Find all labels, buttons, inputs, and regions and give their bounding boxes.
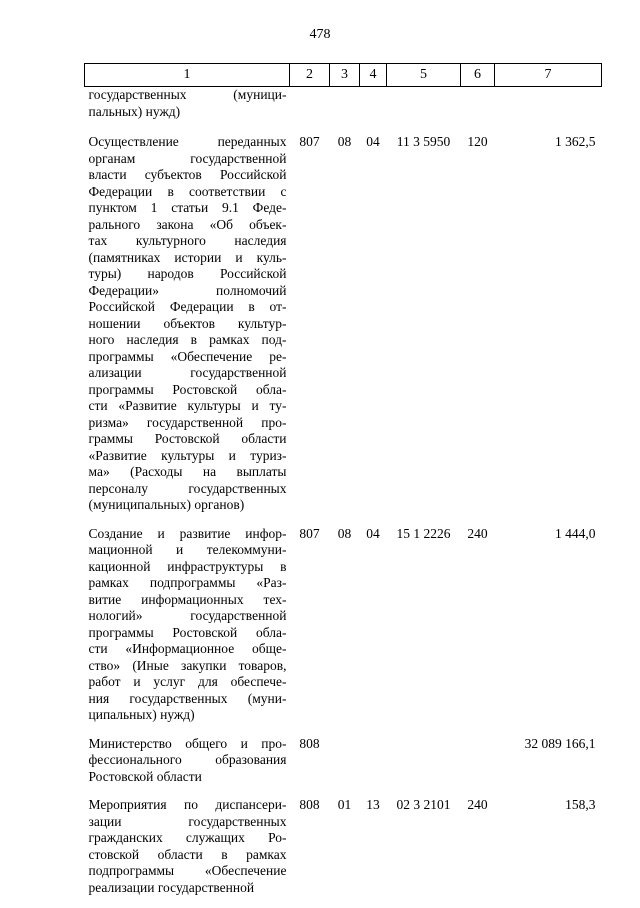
row-name-line: гражданских служащих Ро- bbox=[89, 830, 287, 847]
cell-pr: 04 bbox=[360, 134, 387, 526]
row-name-line: рального закона «Об объек- bbox=[89, 217, 287, 234]
row-name-line: рамках подпрограммы «Раз- bbox=[89, 575, 287, 592]
row-name-line: туры) народов Российской bbox=[89, 266, 287, 283]
cell-gr: 808 bbox=[290, 736, 330, 798]
cell-pr: 13 bbox=[360, 797, 387, 908]
row-name bbox=[85, 736, 290, 798]
row-name-line: Мероприятия по диспансери- bbox=[89, 797, 287, 814]
row-name-line: ципальных) нужд) bbox=[89, 707, 287, 724]
row-name-line: персоналу государственных bbox=[89, 481, 287, 498]
row-name-line: власти субъектов Российской bbox=[89, 167, 287, 184]
page-number: 478 bbox=[0, 27, 640, 43]
cell-gr: 807 bbox=[290, 526, 330, 736]
row-name-line: граммы Ростовской области bbox=[89, 431, 287, 448]
row-name-line: Создание и развитие инфор- bbox=[89, 526, 287, 543]
row-name bbox=[85, 797, 290, 908]
row-name-line: Осуществление переданных bbox=[89, 134, 287, 151]
cell-rz bbox=[330, 87, 360, 135]
cell-sum: 1 362,5 bbox=[495, 134, 602, 526]
row-name-line: тах культурного наследия bbox=[89, 233, 287, 250]
row-name-line: ношении объектов культур- bbox=[89, 316, 287, 333]
row-name-line: мационной и телекоммуни- bbox=[89, 542, 287, 559]
header-col-7: 7 bbox=[495, 64, 602, 87]
row-name-line: Российской Федерации в от- bbox=[89, 299, 287, 316]
cell-rz: 08 bbox=[330, 134, 360, 526]
row-name-line: витие информационных тех- bbox=[89, 592, 287, 609]
header-col-6: 6 bbox=[461, 64, 495, 87]
row-name-line: программы Ростовской обла- bbox=[89, 382, 287, 399]
row-name-line: сти «Развитие культуры и ту- bbox=[89, 398, 287, 415]
cell-pr bbox=[360, 736, 387, 798]
cell-vr: 240 bbox=[461, 797, 495, 908]
table-row bbox=[85, 797, 602, 908]
row-name-line: государственных (муници- bbox=[89, 87, 287, 104]
row-name-line: ризма» государственной про- bbox=[89, 415, 287, 432]
row-name-line: программы «Обеспечение ре- bbox=[89, 349, 287, 366]
row-name-line: пунктом 1 статьи 9.1 Феде- bbox=[89, 200, 287, 217]
row-name-line: ма» (Расходы на выплаты bbox=[89, 464, 287, 481]
cell-sum: 1 444,0 bbox=[495, 526, 602, 736]
cell-rz bbox=[330, 736, 360, 798]
header-col-3: 3 bbox=[330, 64, 360, 87]
cell-rz: 01 bbox=[330, 797, 360, 908]
row-name-line: (муниципальных) органов) bbox=[89, 497, 287, 514]
cell-vr: 120 bbox=[461, 134, 495, 526]
cell-csr bbox=[387, 87, 461, 135]
table-row bbox=[85, 134, 602, 526]
cell-vr bbox=[461, 87, 495, 135]
table-body bbox=[85, 87, 602, 908]
table-row bbox=[85, 526, 602, 736]
cell-csr: 15 1 2226 bbox=[387, 526, 461, 736]
table-row bbox=[85, 736, 602, 798]
row-name-line: нологий» государственной bbox=[89, 608, 287, 625]
cell-sum bbox=[495, 87, 602, 135]
budget-table bbox=[84, 63, 602, 908]
cell-csr bbox=[387, 736, 461, 798]
row-name-line: фессионального образования bbox=[89, 752, 287, 769]
row-name-line: ализации государственной bbox=[89, 365, 287, 382]
row-name-line: сти «Информационное обще- bbox=[89, 641, 287, 658]
cell-sum: 158,3 bbox=[495, 797, 602, 908]
cell-gr bbox=[290, 87, 330, 135]
header-col-2: 2 bbox=[290, 64, 330, 87]
cell-gr: 807 bbox=[290, 134, 330, 526]
cell-pr: 04 bbox=[360, 526, 387, 736]
row-name bbox=[85, 526, 290, 736]
row-name-line: Федерации в соответствии с bbox=[89, 184, 287, 201]
cell-sum: 32 089 166,1 bbox=[495, 736, 602, 798]
row-name-line: Министерство общего и про- bbox=[89, 736, 287, 753]
row-name-line: Ростовской области bbox=[89, 769, 287, 786]
row-name-line: органам государственной bbox=[89, 151, 287, 168]
row-name-line: Федерации» полномочий bbox=[89, 283, 287, 300]
row-name-line: «Развитие культуры и туриз- bbox=[89, 448, 287, 465]
row-name-line: (памятниках истории и куль- bbox=[89, 250, 287, 267]
row-name-line: пальных) нужд) bbox=[89, 104, 287, 121]
row-name-line: реализации государственной bbox=[89, 880, 287, 897]
row-name-line: зации государственных bbox=[89, 814, 287, 831]
cell-pr bbox=[360, 87, 387, 135]
row-name-line: программы Ростовской обла- bbox=[89, 625, 287, 642]
row-name bbox=[85, 134, 290, 526]
row-name-line: кационной инфраструктуры в bbox=[89, 559, 287, 576]
cell-vr: 240 bbox=[461, 526, 495, 736]
cell-rz: 08 bbox=[330, 526, 360, 736]
row-name-line: подпрограммы «Обеспечение bbox=[89, 863, 287, 880]
row-name-line: ство» (Иные закупки товаров, bbox=[89, 658, 287, 675]
cell-gr: 808 bbox=[290, 797, 330, 908]
cell-csr: 11 3 5950 bbox=[387, 134, 461, 526]
row-name-line: ния государственных (муни- bbox=[89, 691, 287, 708]
row-name-line: стовской области в рамках bbox=[89, 847, 287, 864]
cell-csr: 02 3 2101 bbox=[387, 797, 461, 908]
row-name-line: ного наследия в рамках под- bbox=[89, 332, 287, 349]
table-row bbox=[85, 87, 602, 135]
header-col-1: 1 bbox=[85, 64, 290, 87]
row-name bbox=[85, 87, 290, 135]
table-header bbox=[85, 64, 602, 87]
header-col-5: 5 bbox=[387, 64, 461, 87]
header-col-4: 4 bbox=[360, 64, 387, 87]
row-name-line: работ и услуг для обеспече- bbox=[89, 674, 287, 691]
cell-vr bbox=[461, 736, 495, 798]
